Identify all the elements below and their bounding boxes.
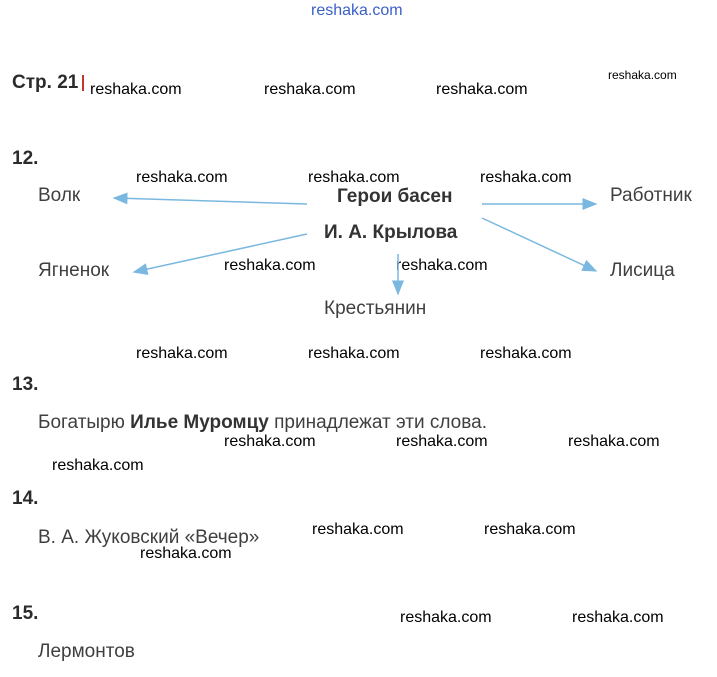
watermark: reshaka.com (90, 81, 182, 98)
watermark: reshaka.com (480, 169, 572, 186)
arrow-to-lamb (134, 234, 307, 272)
watermark: reshaka.com (224, 257, 316, 274)
watermark: reshaka.com (572, 609, 664, 626)
diagram-center-title: Герои басен (337, 186, 453, 207)
hero-worker: Работник (610, 185, 692, 206)
watermark: reshaka.com (436, 81, 528, 98)
watermark: reshaka.com (608, 68, 677, 82)
task14-answer: В. А. Жуковский «Вечер» (38, 527, 260, 548)
task13-answer (38, 412, 487, 434)
hero-fox: Лисица (610, 260, 675, 281)
watermark: reshaka.com (136, 345, 228, 362)
watermark: reshaka.com (568, 433, 660, 450)
watermark: reshaka.com (312, 521, 404, 538)
watermark: reshaka.com (308, 169, 400, 186)
watermark: reshaka.com (400, 609, 492, 626)
watermark: reshaka.com (484, 521, 576, 538)
hero-wolf: Волк (38, 185, 81, 206)
task14-number: 14. (12, 488, 39, 509)
task13-bold-name: Илье Муромцу (130, 412, 269, 433)
task15-answer: Лермонтов (38, 641, 135, 662)
watermark: reshaka.com (136, 169, 228, 186)
hero-lamb: Ягненок (38, 260, 110, 281)
arrow-to-fox (482, 218, 596, 271)
watermark: reshaka.com (480, 345, 572, 362)
task15-number: 15. (12, 603, 39, 624)
task13-text-before: Богатырю (38, 412, 131, 433)
page-heading-text: Стр. 21 (12, 72, 79, 93)
task13-number: 13. (12, 374, 39, 395)
watermark: reshaka.com (224, 433, 316, 450)
watermark: reshaka.com (396, 433, 488, 450)
diagram-center-author: И. А. Крылова (324, 222, 458, 243)
watermark: reshaka.com (140, 545, 232, 562)
watermark: reshaka.com (52, 457, 144, 474)
task12-number: 12. (12, 148, 39, 169)
watermark: reshaka.com (308, 345, 400, 362)
top-watermark: reshaka.com (311, 2, 403, 19)
hero-peasant: Крестьянин (324, 298, 427, 319)
watermark: reshaka.com (396, 257, 488, 274)
watermark: reshaka.com (264, 81, 356, 98)
arrow-to-wolf (114, 198, 307, 204)
task13-text-after: принадлежат эти слова. (268, 412, 487, 433)
